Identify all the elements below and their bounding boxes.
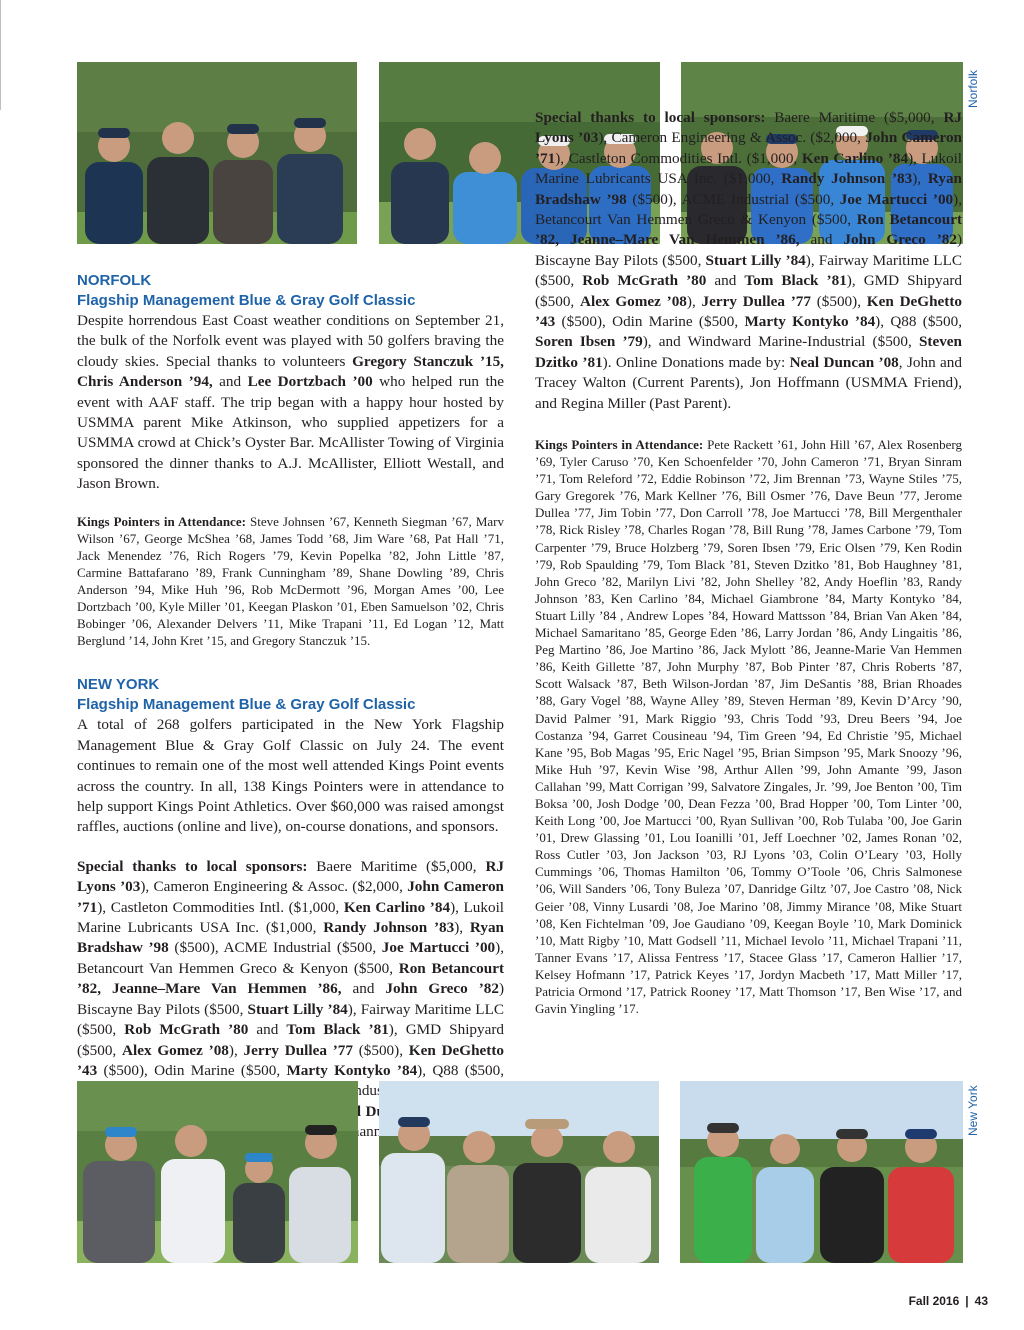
right-sponsor-run-34: Steven Dzitko ’81 xyxy=(535,333,962,371)
right-sponsor-run-13: ), Betancourt Van Hemmen Greco & Kenyon ($500, xyxy=(535,190,962,229)
left-sponsor-run-3: ), Cameron Engineering & Assoc. ($2,000, xyxy=(140,878,408,896)
page-footer xyxy=(909,1294,988,1308)
left-sponsor-run-13: ), Betancourt Van Hemmen Greco & Kenyon ($500, xyxy=(77,939,504,977)
left-column xyxy=(77,271,505,1079)
right-sponsor-run-27: ($500), xyxy=(810,292,867,310)
right-sponsor-run-6: Ken Carlino ’84 xyxy=(801,149,909,167)
newyork-sponsors-right-wrap xyxy=(535,109,963,434)
right-sponsor-run-36: Neal Duncan ’08 xyxy=(789,353,899,371)
right-sponsor-run-11: ($500), ACME Industrial ($500, xyxy=(626,190,840,208)
right-sponsor-run-35: ). Online Donations made by: xyxy=(602,353,790,371)
right-sponsor-run-4: John Cameron ’71 xyxy=(535,129,962,167)
newyork-photo-2 xyxy=(379,1081,659,1263)
newyork-photo-3 xyxy=(680,1081,963,1263)
page-number: 43 xyxy=(974,1294,988,1308)
right-sponsor-run-30: Marty Kontyko ’84 xyxy=(744,313,876,331)
left-sponsor-run-7: ), Lukoil Marine Lubricants USA Inc. ($1,000, xyxy=(77,898,505,937)
right-sponsor-run-0: Special thanks to local sponsors: xyxy=(535,109,766,126)
newyork-attendance: Kings Pointers in Attendance: Pete Rackett ’61, John Hill ’67, Alex Rosenberg ’69, Tyler Caruso ’70, Ken Schoenfelder ’70, John Cameron ’71, Bryan Sinram ’71, Tom Releford ’72, Eddie Robinson ’72, Jim Brennan ’73, Wayne Stiles ’75, Gary Gregorek ’76, Mark Kellner ’76, Bill Osmer ’76, Dave Beun ’77, Jerome Dullea ’77, Jim Tobin ’77, Don Carroll ’78, Joe Martucci ’78, Bill Mergenthaler ’78, Rick Risley ’78, Charles Rogan ’78, Bill Rung ’78, James Carbone ’79, Tom Carpenter ’79, Bruce Holzberg ’79, Soren Ibsen ’79, Eric Olsen ’79, Ken Rodin ’79, Rob Spaulding ’79, Tom Black ’81, Steven Dzitko ’81, Bob Haughney ’81, John Greco ’82, Marilyn Livi ’82, John Shelley ’82, Andy Hoeflin ’83, Randy Johnson ’83, Ken Carlino ’84, Michael Giambrone ’84, Marty Kontyko ’84, Stuart Lilly ’84 , Andrew Lopes ’84, Howard Mattsson ’84, Brian Van Aken ’84, Michael Samaritano ’85, George Eden ’86, Larry Jordan ’86, Andy Lingaitis ’86, Peg Martino ’86, Joe Martino ’86, Jack Mylott ’86, Jeanne-Marie Van Hemmen ’86, Keith Gillette ’87, John Murphy ’87, Bob Pinter ’87, Chris Roberts ’87, Scott Walsack ’87, Beth Wilson-Jordan ’87, Jim DeSantis ’88, Brian Rhoades ’88, Gary Vogel ’88, Wayne Alley ’89, Steven Herman ’89, Kevin D’Arcy ’90, David Palmer ’91, Mark Riggio ’93, Chris Todd ’93, Dreu Beers ’94, Joe Costanza ’94, Garret Cousineau ’94, Tim Green ’94, Ed Christie ’95, Michael Kane ’95, Bob Magas ’95, Eric Nagel ’95, Brian Simpson ’95, Mark Snoozy ’96, Mike Huh ’97, Kevin Wise ’98, Arthur Allen ’99, John Amante ’99, Jason Callahan ’99, Matt Corrigan ’99, Salvatore Zingales, Jr. ’99, Joe Benton ’00, Tim Boksa ’00, Josh Dodge ’00, Dean Fezza ’00, Brad Hopper ’00, Tom Linter ’00, Keith Long ’00, Joe Martucci ’00, Ryan Sullivan ’00, Rob Tulaba ’00, Joe Garin ’01, Drew Glassing ’01, Lou Ioanilli ’01, Jeff Loechner ’02, James Ronan ’02, Ross Cutler ’03, Jon Jackson ’03, RJ Lyons ’03, Colin O’Leary ’03, Holly Cummings ’06, Thomas Hamilton ’06, Tommy O’Toole ’06, Chris Salmonese ’06, Will Sanders ’06, Tony Buleza ’07, Danridge Giltz ’07, Joe Castro ’08, Nick Geier ’08, Vinny Lusardi ’08, Joe Marino ’08, Jimmy Mirance ’08, Mike Stuart ’08, Ken Fichtelman ’09, Joe Gaudiano ’09, Keegan Boyle ’10, Mark Dominick ’10, Matt Rigby ’10, Matt Godsell ’11, Michael Ievolo ’11, Michael Trapani ’11, Tanner Evans ’17, Alissa Fentress ’17, Stacee Glass ’17, Cameron Hallier ’17, Kelsey Hofmann ’17, Patrick Keyes ’17, Jordyn Macbeth ’17, Matt Miller ’17, Patricia Ormond ’17, Patrick Rooney ’17, Matt Thomson ’17, Ben Wise ’17, and Gavin Yingling ’17. xyxy=(535,437,962,1017)
left-sponsor-run-1: Baere Maritime ($5,000, xyxy=(307,857,486,875)
right-sponsor-run-21: and xyxy=(706,272,745,290)
left-sponsor-run-8: Randy Johnson ’83 xyxy=(323,919,455,937)
footer-season: Fall 2016 xyxy=(908,1294,960,1308)
left-sponsor-run-25: ), xyxy=(228,1041,244,1059)
right-sponsor-run-31: ), Q88 ($500, xyxy=(875,313,962,331)
norfolk-paragraph: Despite horrendous East Coast weather conditions on September 21, the bulk of the Norfolk event was played with 50 golfers braving the cloudy skies. Special thanks to volunteers Gregory Stanczuk ’15, Chris Anderson ’94, and Lee Dortzbach ’00 who helped run the event with AAF staff. The trip began with a happy hour hosted by USMMA parent Mike Atkinson, who supplied appetizers for a USMMA crowd at Chick’s Oyster Bar. McAllister Towing of Virginia sponsored the dinner thanks to A.J. McAllister, Elliott Westall, and Jason Brown. xyxy=(77,312,504,493)
left-sponsor-run-20: Rob McGrath ’80 xyxy=(124,1021,249,1039)
right-sponsor-run-15: and xyxy=(799,231,844,249)
left-sponsor-run-23: ), GMD Shipyard ($500, xyxy=(77,1021,505,1059)
right-sponsor-run-29: ($500), Odin Marine ($500, xyxy=(555,313,745,331)
right-sponsor-run-2: RJ Lyons ’03 xyxy=(535,109,962,147)
right-sponsor-run-16: John Greco ’82 xyxy=(843,231,957,249)
left-sponsor-run-19: ), Fairway Maritime LLC ($500, xyxy=(77,1000,504,1039)
left-sponsor-run-22: Tom Black ’81 xyxy=(286,1021,389,1039)
right-sponsor-run-28: Ken DeGhetto ’43 xyxy=(535,292,962,331)
left-sponsor-run-17: ) Biscayne Bay Pilots ($500, xyxy=(77,980,505,1018)
left-sponsor-run-12: Joe Martucci ’00 xyxy=(381,939,496,957)
right-sponsor-run-8: Randy Johnson ’83 xyxy=(781,170,913,188)
left-sponsor-run-2: RJ Lyons ’03 xyxy=(77,857,504,896)
left-sponsor-run-28: Ken DeGhetto ’43 xyxy=(77,1041,504,1079)
left-sponsor-run-5: ), Castleton Commodities Intl. ($1,000, xyxy=(97,898,344,916)
left-sponsor-run-18: Stuart Lilly ’84 xyxy=(247,1000,348,1018)
right-sponsor-run-33: ), and Windward Marine-Industrial ($500, xyxy=(642,333,919,351)
left-sponsor-run-0: Special thanks to local sponsors: xyxy=(77,857,308,875)
left-sponsor-run-31: ), Q88 ($500, xyxy=(417,1061,504,1079)
left-sponsor-run-15: and xyxy=(341,980,386,998)
right-sponsor-run-12: Joe Martucci ’00 xyxy=(839,190,954,208)
right-column xyxy=(535,109,963,1017)
right-sponsor-run-14: Ron Betancourt ’82, Jeanne–Mare Van Hemmen ’86, xyxy=(535,211,963,249)
left-sponsor-run-30: Marty Kontyko ’84 xyxy=(286,1061,418,1079)
right-sponsor-run-32: Soren Ibsen ’79 xyxy=(535,333,643,351)
side-label-norfolk: Norfolk xyxy=(966,69,980,108)
left-sponsor-run-10: Ryan Bradshaw ’98 xyxy=(77,919,504,957)
left-sponsor-run-29: ($500), Odin Marine ($500, xyxy=(97,1061,287,1079)
newyork-sponsors-left xyxy=(77,857,505,1079)
right-sponsor-run-1: Baere Maritime ($5,000, xyxy=(765,109,944,126)
left-sponsor-run-26: Jerry Dullea ’77 xyxy=(243,1041,353,1059)
right-sponsor-run-24: Alex Gomez ’08 xyxy=(580,292,687,310)
side-label-newyork: New York xyxy=(966,1085,980,1136)
right-sponsor-run-20: Rob McGrath ’80 xyxy=(582,272,707,290)
right-sponsor-run-10: Ryan Bradshaw ’98 xyxy=(535,170,962,208)
right-sponsor-run-5: ), Castleton Commodities Intl. ($1,000, xyxy=(555,149,802,167)
right-sponsor-run-26: Jerry Dullea ’77 xyxy=(701,292,811,310)
right-sponsor-run-17: ) Biscayne Bay Pilots ($500, xyxy=(535,231,963,269)
newyork-sponsors-continued xyxy=(535,108,962,414)
left-sponsor-run-16: John Greco ’82 xyxy=(385,980,499,998)
right-sponsor-run-9: ), xyxy=(912,170,928,188)
left-sponsor-run-21: and xyxy=(248,1021,287,1039)
norfolk-heading: NORFOLK xyxy=(77,272,152,289)
norfolk-photo-1 xyxy=(77,62,357,244)
newyork-photo-1 xyxy=(77,1081,358,1263)
newyork-subheading: Flagship Management Blue & Gray Golf Classic xyxy=(77,696,416,714)
left-sponsor-run-4: John Cameron ’71 xyxy=(77,878,504,916)
left-sponsor-run-27: ($500), xyxy=(352,1041,409,1059)
right-sponsor-run-18: Stuart Lilly ’84 xyxy=(705,251,806,269)
right-sponsor-run-7: ), Lukoil Marine Lubricants USA Inc. ($1,000, xyxy=(535,149,963,188)
left-sponsor-run-11: ($500), ACME Industrial ($500, xyxy=(168,939,382,957)
right-sponsor-run-25: ), xyxy=(686,292,702,310)
right-sponsor-run-19: ), Fairway Maritime LLC ($500, xyxy=(535,251,962,290)
footer-divider: | xyxy=(965,1294,969,1308)
newyork-paragraph: A total of 268 golfers participated in the New York Flagship Management Blue & Gray Golf Classic on July 24. The event continues to remain one of the most well attended Kings Point events across the country. In all, 138 Kings Pointers were in attendance to help support Kings Point Athletics. Over $60,000 was raised amongst raffles, auctions (online and live), on-course donations, and sponsors. xyxy=(77,716,504,836)
right-sponsor-run-3: ), Cameron Engineering & Assoc. ($2,000, xyxy=(598,129,866,147)
newyork-heading: NEW YORK xyxy=(77,676,160,694)
left-sponsor-run-9: ), xyxy=(454,919,470,937)
left-sponsor-run-24: Alex Gomez ’08 xyxy=(122,1041,229,1059)
norfolk-subheading: Flagship Management Blue & Gray Golf Classic xyxy=(77,292,416,309)
page-edge-line xyxy=(0,0,1,110)
right-sponsor-run-23: ), GMD Shipyard ($500, xyxy=(535,272,963,310)
norfolk-attendance: Kings Pointers in Attendance: Steve Johnsen ’67, Kenneth Siegman ’67, Marv Wilson ’67, George McShea ’68, James Todd ’68, Jim Ware ’68, Pat Hall ’71, Jack Menendez ’76, Rich Rogers ’79, Kevin Popelka ’82, John Little ’87, Carmine Battafarano ’89, Frank Cunningham ’89, Shane Dowling ’89, Chris Anderson ’94, Mike Huh ’96, Rob McDermott ’96, Morgan Ames ’00, Lee Dortzbach ’00, Kyle Miller ’01, Keegan Plaskon ’01, Eben Samuelson ’02, Chris Bobinger ’06, Alexander Delvers ’11, Mike Trapani ’11, Ed Logan ’12, Matt Berglund ’14, John Kret ’15, and Gregory Stanczuk ’15. xyxy=(77,513,504,649)
left-sponsor-run-6: Ken Carlino ’84 xyxy=(343,898,451,916)
left-sponsor-run-14: Ron Betancourt ’82, Jeanne–Mare Van Hemmen ’86, xyxy=(77,959,505,998)
right-sponsor-run-37: , John and Tracey Walton (Current Parents), Jon Hoffmann (USMMA Friend), and Regina Miller (Past Parent). xyxy=(535,353,962,412)
right-sponsor-run-22: Tom Black ’81 xyxy=(744,272,847,290)
